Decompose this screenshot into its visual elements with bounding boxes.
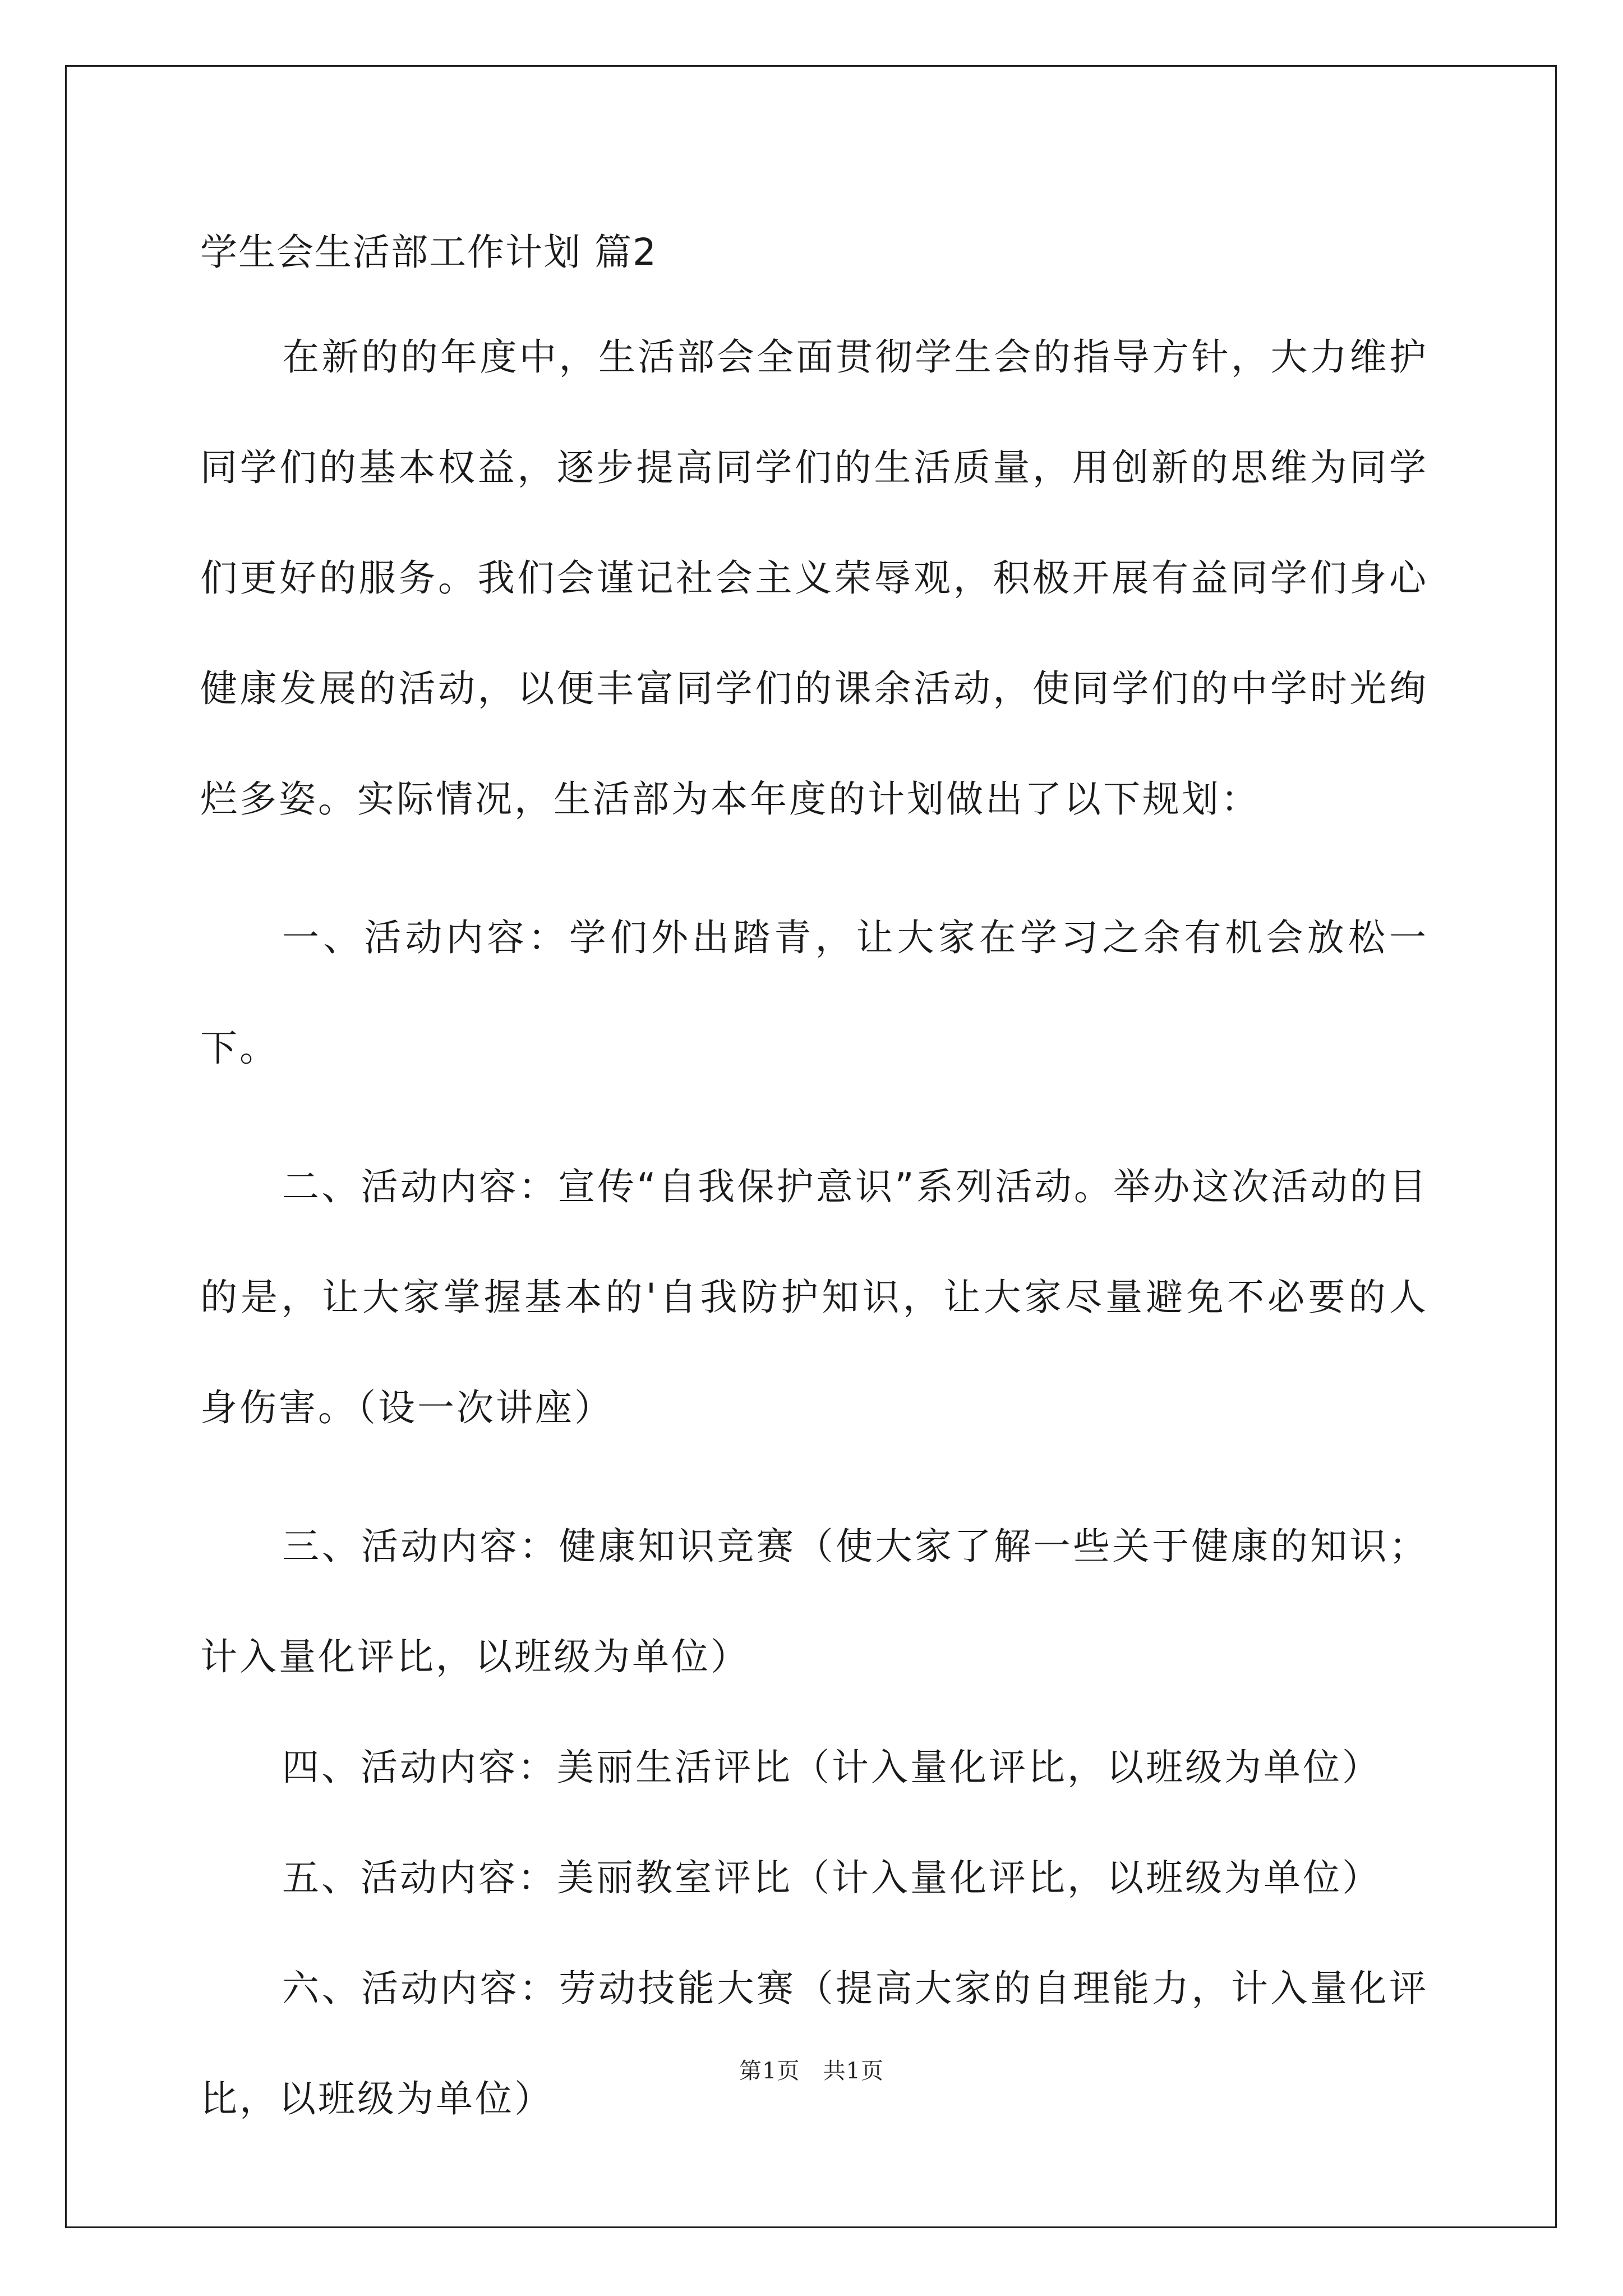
paragraph-item-6: 六、活动内容：劳动技能大赛（提高大家的自理能力，计入量化评比，以班级为单位） (200, 1967, 1428, 2120)
document-title: 学生会生活部工作计划 篇2 (200, 231, 657, 274)
paragraph-item-1: 一、活动内容：学们外出踏青，让大家在学习之余有机会放松一下。 (200, 916, 1428, 1070)
paragraph-item-4: 四、活动内容：美丽生活评比（计入量化评比，以班级为单位） (282, 1746, 1381, 1789)
paragraph-item-3: 三、活动内容：健康知识竞赛（使大家了解一些关于健康的知识；计入量化评比，以班级为单位） (200, 1525, 1428, 1678)
paragraph-intro: 在新的的年度中，生活部会全面贯彻学生会的指导方针，大力维护同学们的基本权益，逐步提高同学们的生活质量，用创新的思维为同学们更好的服务。我们会谨记社会主义荣辱观，积极开展有益同学们身心健康发展的活动，以便丰富同学们的课余活动，使同学们的中学时光绚烂多姿。实际情况，生活部为本年度的计划做出了以下规划： (200, 335, 1428, 821)
paragraph-item-2: 二、活动内容：宣传“自我保护意识”系列活动。举办这次活动的目的是，让大家掌握基本的'自我防护知识，让大家尽量避免不必要的人身伤害。（设一次讲座） (200, 1165, 1428, 1429)
document-body (200, 224, 1428, 2154)
page-footer: 第1页 共1页 (739, 2058, 884, 2084)
paragraph-item-5: 五、活动内容：美丽教室评比（计入量化评比，以班级为单位） (282, 1856, 1381, 1899)
